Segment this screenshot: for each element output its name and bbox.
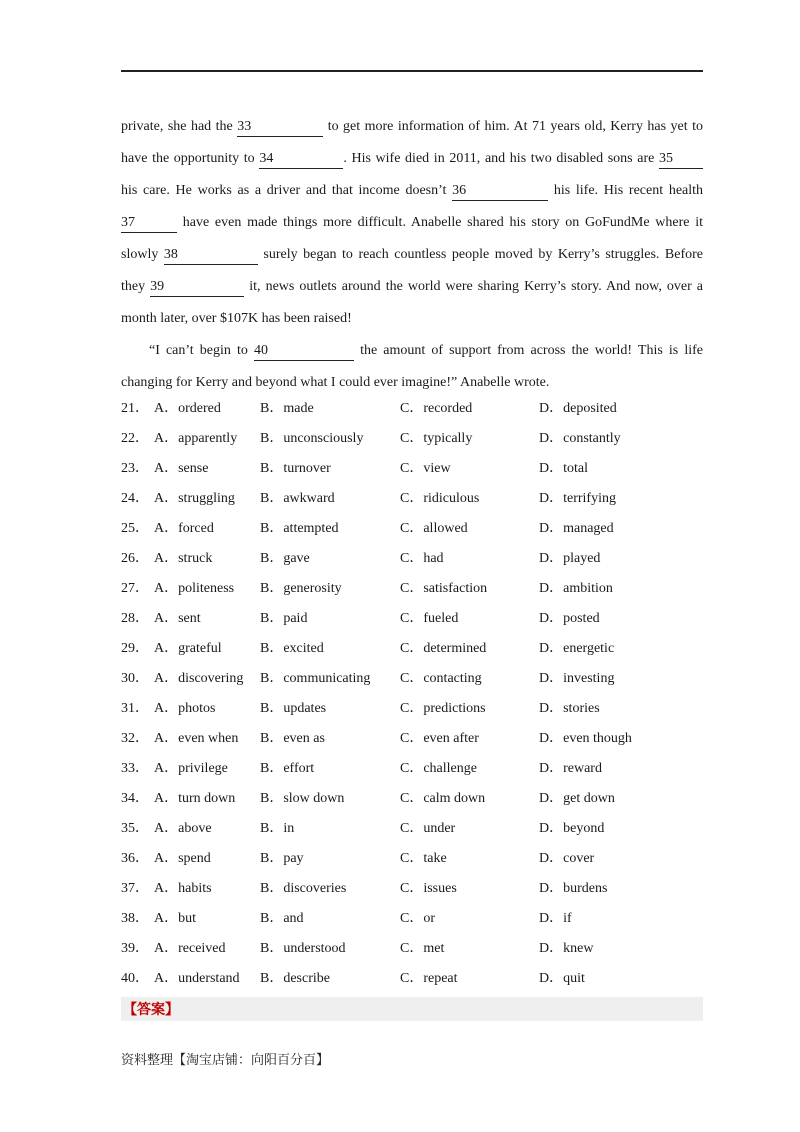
- option-c: C．challenge: [400, 761, 477, 776]
- option-d: D．reward: [539, 761, 602, 776]
- option-b: B．understood: [260, 941, 346, 956]
- option-b: B．and: [260, 911, 304, 926]
- question-row: [121, 486, 703, 516]
- passage-segment: surely began to reach countless people moved by Kerry’s struggles. Before: [263, 247, 703, 262]
- passage-segment: have even made things more difficult. Anabelle shared his story on GoFundMe where it: [182, 215, 704, 230]
- passage-segment: have the opportunity to: [121, 151, 255, 166]
- option-c: C．or: [400, 911, 435, 926]
- passage-segment: “I can’t begin to: [149, 343, 248, 358]
- option-d: D．total: [539, 461, 588, 476]
- option-c: C．even after: [400, 731, 479, 746]
- passage-line: [121, 111, 703, 143]
- question-number: 33．: [121, 761, 149, 776]
- option-a: A．struck: [154, 551, 213, 566]
- question-number: 32．: [121, 731, 149, 746]
- option-d: D．stories: [539, 701, 600, 716]
- blank-40: 40: [254, 342, 354, 361]
- passage-text: [121, 111, 703, 399]
- option-b: B．gave: [260, 551, 310, 566]
- question-number: 23．: [121, 461, 149, 476]
- question-number: 36．: [121, 851, 149, 866]
- option-b: B．pay: [260, 851, 304, 866]
- question-number: 29．: [121, 641, 149, 656]
- option-b: B．even as: [260, 731, 325, 746]
- question-number: 30．: [121, 671, 149, 686]
- blank-37: 37: [121, 214, 177, 233]
- option-b: B．in: [260, 821, 295, 836]
- passage-segment: private, she had the: [121, 119, 233, 134]
- question-number: 28．: [121, 611, 149, 626]
- option-d: D．posted: [539, 611, 600, 626]
- blank-38: 38: [164, 246, 258, 265]
- question-number: 26．: [121, 551, 149, 566]
- passage-line: [121, 239, 703, 271]
- blank-33: 33: [237, 118, 323, 137]
- question-row: [121, 606, 703, 636]
- option-b: B．discoveries: [260, 881, 347, 896]
- question-row: [121, 426, 703, 456]
- question-row: [121, 726, 703, 756]
- question-row: [121, 816, 703, 846]
- passage-line: [121, 143, 703, 175]
- option-a: A．above: [154, 821, 212, 836]
- blank-34: 34: [259, 150, 343, 169]
- passage-segment: his life. His recent health: [553, 183, 704, 198]
- option-c: C．fueled: [400, 611, 459, 626]
- answer-bar: [121, 997, 703, 1021]
- question-row: [121, 636, 703, 666]
- answer-label: 【答案】: [123, 1002, 179, 1018]
- option-b: B．describe: [260, 971, 330, 986]
- option-a: A．photos: [154, 701, 216, 716]
- question-number: 22．: [121, 431, 149, 446]
- question-row: [121, 876, 703, 906]
- option-a: A．but: [154, 911, 196, 926]
- question-number: 35．: [121, 821, 149, 836]
- option-a: A．turn down: [154, 791, 236, 806]
- option-a: A．discovering: [154, 671, 244, 686]
- option-a: A．apparently: [154, 431, 238, 446]
- option-b: B．communicating: [260, 671, 371, 686]
- option-b: B．unconsciously: [260, 431, 364, 446]
- option-b: B．awkward: [260, 491, 335, 506]
- question-row: [121, 516, 703, 546]
- option-b: B．paid: [260, 611, 308, 626]
- option-c: C．had: [400, 551, 444, 566]
- option-a: A．sense: [154, 461, 209, 476]
- question-row: [121, 786, 703, 816]
- passage-line: month later, over $107K has been raised!: [121, 311, 352, 326]
- question-number: 21．: [121, 401, 149, 416]
- passage-segment: the amount of support from across the world! This is life: [360, 343, 703, 358]
- option-a: A．grateful: [154, 641, 222, 656]
- option-d: D．even though: [539, 731, 632, 746]
- options-list: [121, 396, 703, 996]
- question-row: [121, 756, 703, 786]
- option-c: C．determined: [400, 641, 487, 656]
- option-a: A．ordered: [154, 401, 221, 416]
- option-a: A．politeness: [154, 581, 235, 596]
- option-d: D．deposited: [539, 401, 617, 416]
- option-c: C．issues: [400, 881, 457, 896]
- question-row: [121, 966, 703, 996]
- question-number: 27．: [121, 581, 149, 596]
- option-d: D．energetic: [539, 641, 615, 656]
- question-number: 37．: [121, 881, 149, 896]
- option-d: D．cover: [539, 851, 595, 866]
- option-b: B．updates: [260, 701, 327, 716]
- question-number: 38．: [121, 911, 149, 926]
- passage-line: [121, 207, 703, 239]
- passage-line: [121, 175, 703, 207]
- option-c: C．contacting: [400, 671, 482, 686]
- question-number: 40．: [121, 971, 149, 986]
- option-b: B．excited: [260, 641, 324, 656]
- passage-segment: slowly: [121, 247, 159, 262]
- footer-text: 资料整理【淘宝店铺：向阳百分百】: [121, 1053, 330, 1068]
- option-d: D．ambition: [539, 581, 613, 596]
- option-c: C．view: [400, 461, 451, 476]
- option-b: B．generosity: [260, 581, 342, 596]
- option-d: D．constantly: [539, 431, 621, 446]
- option-d: D．managed: [539, 521, 614, 536]
- option-d: D．knew: [539, 941, 594, 956]
- option-b: B．effort: [260, 761, 315, 776]
- option-c: C．take: [400, 851, 447, 866]
- option-a: A．habits: [154, 881, 212, 896]
- option-b: B．attempted: [260, 521, 339, 536]
- option-c: C．repeat: [400, 971, 458, 986]
- passage-segment: it, news outlets around the world were sharing Kerry’s story. And now, over a: [249, 279, 704, 294]
- option-c: C．met: [400, 941, 445, 956]
- passage-segment: they: [121, 279, 146, 294]
- option-a: A．received: [154, 941, 226, 956]
- question-number: 39．: [121, 941, 149, 956]
- question-row: [121, 936, 703, 966]
- passage-line: changing for Kerry and beyond what I could ever imagine!” Anabelle wrote.: [121, 375, 550, 390]
- question-row: [121, 396, 703, 426]
- blank-35: 35: [659, 150, 703, 169]
- passage-segment: to get more information of him. At 71 years old, Kerry has yet to: [327, 119, 703, 134]
- option-a: A．spend: [154, 851, 211, 866]
- option-d: D．get down: [539, 791, 615, 806]
- question-number: 34．: [121, 791, 149, 806]
- blank-36: 36: [452, 182, 548, 201]
- option-a: A．sent: [154, 611, 201, 626]
- option-a: A．privilege: [154, 761, 228, 776]
- question-row: [121, 576, 703, 606]
- blank-39: 39: [150, 278, 244, 297]
- question-row: [121, 846, 703, 876]
- option-d: D．beyond: [539, 821, 605, 836]
- option-a: A．forced: [154, 521, 214, 536]
- option-b: B．slow down: [260, 791, 345, 806]
- option-d: D．investing: [539, 671, 615, 686]
- option-c: C．predictions: [400, 701, 486, 716]
- option-a: A．even when: [154, 731, 239, 746]
- passage-line: [121, 335, 703, 367]
- option-d: D．if: [539, 911, 572, 926]
- option-c: C．satisfaction: [400, 581, 488, 596]
- option-c: C．ridiculous: [400, 491, 480, 506]
- question-row: [121, 456, 703, 486]
- option-a: A．struggling: [154, 491, 235, 506]
- option-c: C．allowed: [400, 521, 468, 536]
- option-b: B．made: [260, 401, 314, 416]
- option-d: D．terrifying: [539, 491, 616, 506]
- option-c: C．calm down: [400, 791, 486, 806]
- passage-segment: his care. He works as a driver and that income doesn’t: [121, 183, 447, 198]
- option-c: C．typically: [400, 431, 473, 446]
- passage-segment: . His wife died in 2011, and his two disabled sons are: [343, 151, 655, 166]
- header-rule: [121, 70, 703, 72]
- question-number: 24．: [121, 491, 149, 506]
- option-d: D．quit: [539, 971, 585, 986]
- question-row: [121, 906, 703, 936]
- option-b: B．turnover: [260, 461, 331, 476]
- option-c: C．recorded: [400, 401, 473, 416]
- question-row: [121, 666, 703, 696]
- option-d: D．played: [539, 551, 601, 566]
- question-number: 25．: [121, 521, 149, 536]
- question-row: [121, 546, 703, 576]
- passage-line: [121, 271, 703, 303]
- question-number: 31．: [121, 701, 149, 716]
- option-d: D．burdens: [539, 881, 608, 896]
- question-row: [121, 696, 703, 726]
- option-a: A．understand: [154, 971, 240, 986]
- option-c: C．under: [400, 821, 456, 836]
